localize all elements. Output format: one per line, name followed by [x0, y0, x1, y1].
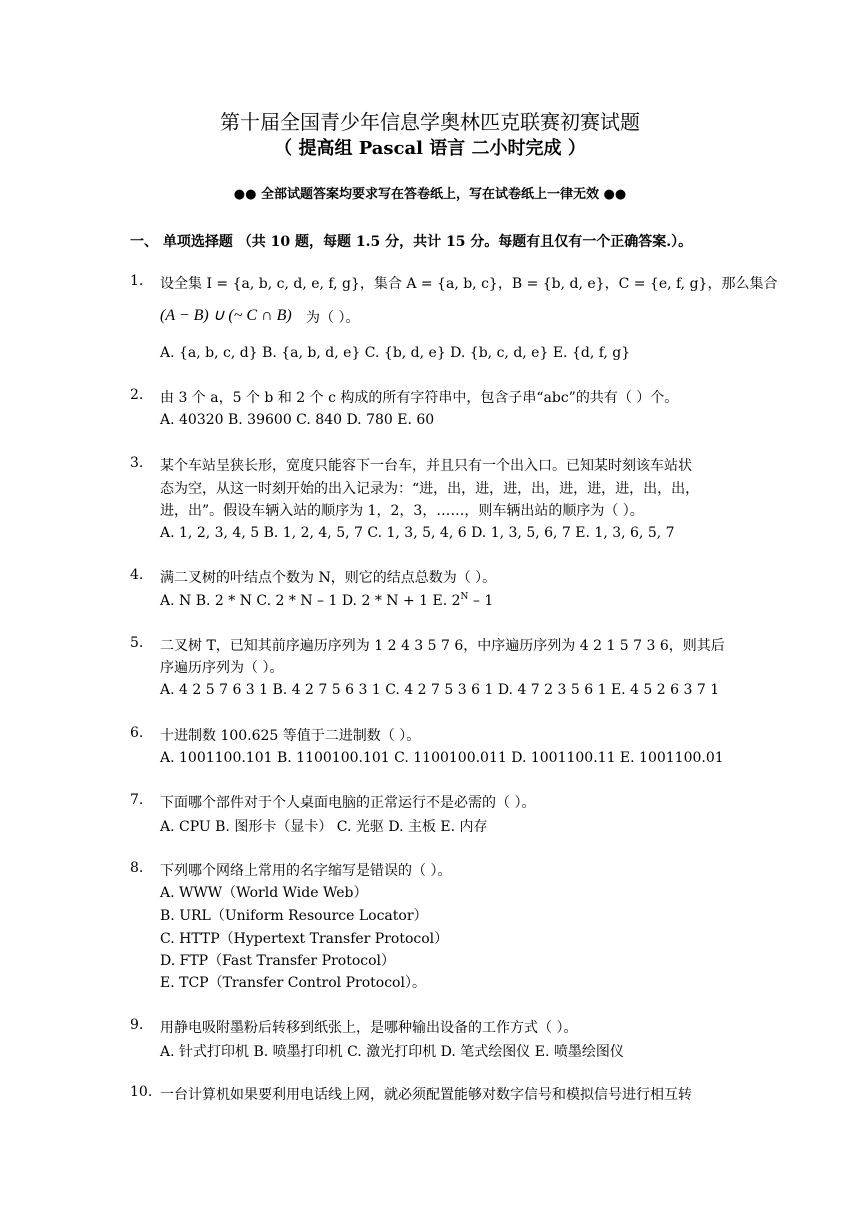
- question-text: 某个车站呈狭长形，宽度只能容下一台车，并且只有一个出入口。已知某时刻该车站状: [160, 458, 692, 474]
- question-text: 设全集 I = {a, b, c, d, e, f, g}，集合 A = {a, b, c}，B = {b, d, e}，C = {e, f, g}，那么集合: [160, 276, 778, 292]
- answer-options: A. 1, 2, 3, 4, 5 B. 1, 2, 4, 5, 7 C. 1, 3, 5, 4, 6 D. 1, 3, 5, 6, 7 E. 1, 3, 6, 5, 7: [160, 525, 675, 541]
- question-number: 3.: [130, 455, 144, 471]
- question-text: 一台计算机如果要利用电话线上网，就必须配置能够对数字信号和模拟信号进行相互转: [160, 1087, 692, 1103]
- answer-options: A. 1001100.101 B. 1100100.101 C. 1100100.011 D. 1001100.11 E. 1001100.01: [160, 750, 724, 766]
- page-title: 第十届全国青少年信息学奥林匹克联赛初赛试题: [220, 110, 640, 134]
- question-number: 8.: [130, 860, 144, 876]
- question-text: 态为空，从这一时刻开始的出入记录为：“进，出，进，进，出，进，进，进，出，出，: [160, 481, 700, 497]
- answer-option: A. WWW（World Wide Web）: [160, 885, 368, 901]
- answer-options: A. 针式打印机 B. 喷墨打印机 C. 激光打印机 D. 笔式绘图仪 E. 喷墨绘图仪: [160, 1044, 624, 1060]
- question-text: 十进制数 100.625 等值于二进制数（ ）。: [160, 728, 421, 744]
- question-text: 下列哪个网络上常用的名字缩写是错误的（ ）。: [160, 863, 452, 879]
- question-text: 下面哪个部件对于个人桌面电脑的正常运行不是必需的（ ）。: [160, 795, 536, 811]
- answer-options: A. 40320 B. 39600 C. 840 D. 780 E. 60: [160, 412, 435, 428]
- question-text: 由 3 个 a，5 个 b 和 2 个 c 构成的所有字符串中，包含子串“abc”的共有（ ）个。: [160, 390, 679, 406]
- answer-option: D. FTP（Fast Transfer Protocol）: [160, 953, 395, 969]
- question-number: 5.: [130, 635, 144, 651]
- question-number: 1.: [130, 273, 144, 289]
- answer-options: A. N B. 2 * N C. 2 * N – 1 D. 2 * N + 1 E. $2^N - 1$: [160, 592, 494, 609]
- set-formula: (A − B) ∪ (~ C ∩ B): [160, 307, 292, 324]
- exponent: N: [460, 592, 469, 602]
- question-text: 满二叉树的叶结点个数为 N，则它的结点总数为（ ）。: [160, 570, 497, 586]
- question-number: 10.: [130, 1084, 153, 1100]
- question-number: 4.: [130, 567, 144, 583]
- question-text: 进，出”。假设车辆入站的顺序为 1，2，3，……，则车辆出站的顺序为（ ）。: [160, 503, 644, 519]
- question-text: 用静电吸附墨粉后转移到纸张上，是哪种输出设备的工作方式（ ）。: [160, 1020, 578, 1036]
- answer-option: E. TCP（Transfer Control Protocol）。: [160, 975, 426, 991]
- question-number: 9.: [130, 1017, 144, 1033]
- question-text: 二叉树 T，已知其前序遍历序列为 1 2 4 3 5 7 6，中序遍历序列为 4 2 1 5 7 3 6，则其后: [160, 638, 725, 654]
- answer-option: C. HTTP（Hypertext Transfer Protocol）: [160, 931, 449, 947]
- question-text: 序遍历序列为（ ）。: [160, 660, 284, 676]
- answer-options: A. 4 2 5 7 6 3 1 B. 4 2 7 5 6 3 1 C. 4 2 7 5 3 6 1 D. 4 7 2 3 5 6 1 E. 4 5 2 6 3 7 1: [160, 682, 720, 698]
- question-number: 7.: [130, 792, 144, 808]
- question-number: 6.: [130, 725, 144, 741]
- answer-option: B. URL（Uniform Resource Locator）: [160, 908, 428, 924]
- question-text: 为（ ）。: [306, 310, 360, 326]
- answer-notice: ●● 全部试题答案均要求写在答卷纸上，写在试卷纸上一律无效 ●●: [233, 187, 627, 202]
- answer-options: A. {a, b, c, d} B. {a, b, d, e} C. {b, d, e} D. {b, c, d, e} E. {d, f, g}: [160, 345, 631, 361]
- question-number: 2.: [130, 387, 144, 403]
- page-subtitle: （ 提高组 Pascal 语言 二小时完成 ）: [274, 138, 586, 159]
- section-heading: 一、 单项选择题 （共 10 题，每题 1.5 分，共计 15 分。每题有且仅有一个正确答案.）。: [130, 234, 693, 250]
- answer-options: A. CPU B. 图形卡（显卡） C. 光驱 D. 主板 E. 内存: [160, 819, 488, 835]
